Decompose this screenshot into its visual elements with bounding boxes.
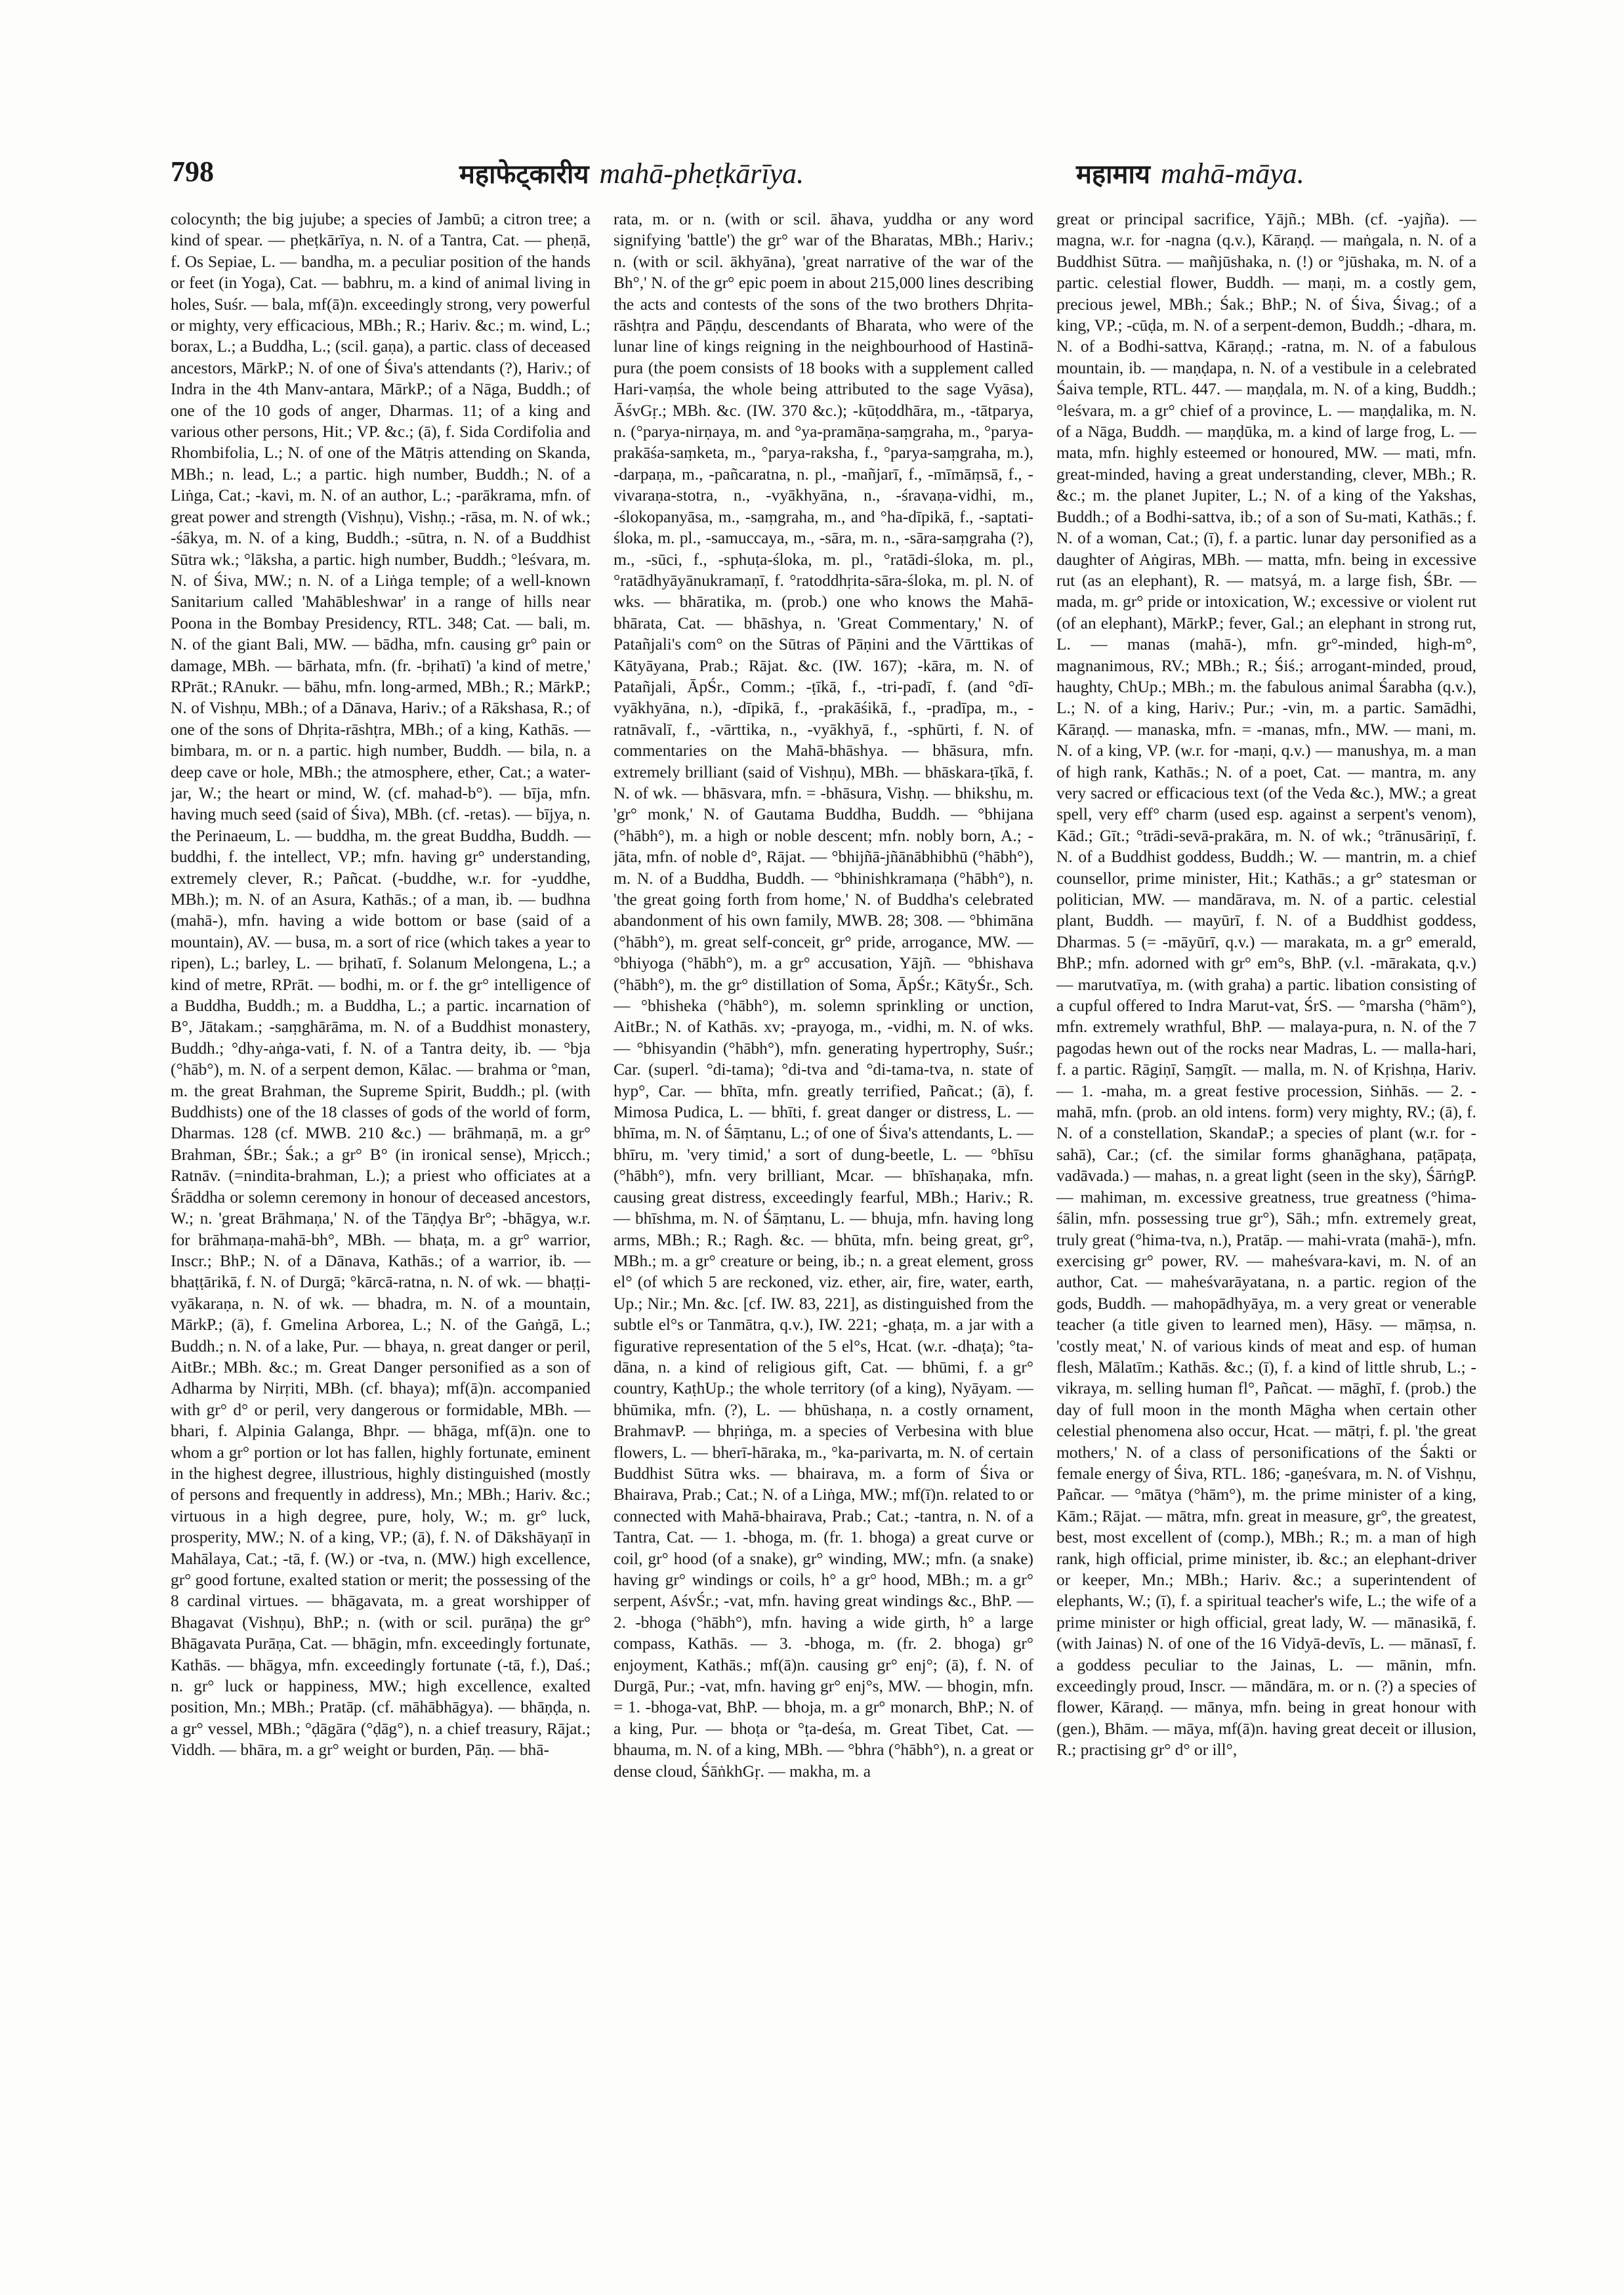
column-2-text: rata, m. or n. (with or scil. āhava, yuddha or any word signifying 'battle') the gr° war of the Bharatas, MBh.; Hariv.; n. (with or scil. ākhyāna), 'great narrative of the war of the Bh°,' N. of the gr° epic poem in about 215,000 lines describing the acts and contests of the sons of the two brothers Dhṛita-rāshṭra and Pāṇḍu, descendants of Bharata, who were of the lunar line of kings reigning in the neighbourhood of Hastinā-pura (the poem consists of 18 books with a supplement called Hari-vaṃśa, the whole being attributed to the sage Vyāsa), ĀśvGṛ.; MBh. &c. (IW. 370 &c.); -kūṭoddhāra, m., -tātparya, n. (°parya-nirṇaya, m. and °ya-pramāṇa-saṃgraha, m., °parya-prakāśa-saṃketa, m., °parya-raksha, f., °parya-saṃgraha, m.), -darpaṇa, m., -pañcaratna, n. pl., -mañjarī, f., -mīmāṃsā, f., -vivaraṇa-stotra, n., -vyākhyāna, n., -śravaṇa-vidhi, m., -ślokopanyāsa, m., -saṃgraha, m., and °ha-dīpikā, f., -saptati-śloka, m. pl., -samuccaya, m., -sāra, m. n., -sāra-saṃgraha (?), m., -sūci, f., -sphuṭa-śloka, m. pl., °ratādi-śloka, m. pl., °ratādhyāyānukramaṇī, f. °ratoddhṛita-sāra-śloka, m. pl. N. of wks. — bhāratika, m. (prob.) one who knows the Mahā-bhārata, Cat. — bhāshya, n. 'Great Commentary,' N. of Patañjali's com° on the Sūtras of Pāṇini and the Vārttikas of Kātyāyana, Prab.; Rājat. &c. (IW. 167); -kāra, m. N. of Patañjali, ĀpŚr., Comm.; -ṭīkā, f., -tri-padī, f. (and °dī-vyākhyāna, n.), -dīpikā, f., -prakāśikā, f., -pradīpa, m., -ratnāvalī, f., -vārttika, n., -vyākhyā, f., -sphūrti, f. N. of commentaries on the Mahā-bhāshya. — bhāsura, mfn. extremely brilliant (said of Vishṇu), MBh. — bhāskara-ṭīkā, f. N. of wk. — bhāsvara, mfn. = -bhāsura, Vishṇ. — bhikshu, m. 'gr° monk,' N. of Gautama Buddha, Buddh. — °bhijana (°hābh°), m. a high or noble descent; mfn. nobly born, A.; -jāta, mfn. of noble d°, Rājat. — °bhijñā-jñānābhibhū (°hābh°), m. N. of a Buddha, Buddh. — °bhinishkramaṇa (°hābh°), n. 'the great going forth from home,' N. of Buddha's celebrated abandonment of his own family, MWB. 28; 308. — °bhimāna (°hābh°), m. great self-conceit, gr° pride, arrogance, MW. — °bhiyoga (°hābh°), m. a gr° accusation, Yājñ. — °bhishava (°hābh°), m. the gr° distillation of Soma, ĀpŚr.; KātyŚr., Sch. — °bhisheka (°hābh°), m. solemn sprinkling or unction, AitBr.; N. of Kathās. xv; -prayoga, m., -vidhi, m. N. of wks. — °bhisyandin (°hābh°), mfn. generating hypertrophy, Suśr.; Car. (superl. °di-tama); °di-tva and °di-tama-tva, n. state of hyp°, Car. — bhīta, mfn. greatly terrified, Pañcat.; (ā), f. Mimosa Pudica, L. — bhīti, f. great danger or distress, L. — bhīma, m. N. of Śāṃtanu, L.; of one of Śiva's attendants, L. — bhīru, m. 'very timid,' a sort of dung-beetle, L. — °bhīsu (°hābh°), mfn. very brilliant, Mcar. — bhīshaṇaka, mfn. causing great distress, exceedingly fearful, MBh.; Hariv.; R. — bhīshma, m. N. of Śāṃtanu, L. — bhuja, mfn. having long arms, MBh.; R.; Ragh. &c. — bhūta, mfn. being great, gr°, MBh.; m. a gr° creature or being, ib.; n. a great element, gross el° (of which 5 are reckoned, viz. ether, air, fire, water, earth, Up.; Nir.; Mn. &c. [cf. IW. 83, 221], as distinguished from the subtle el°s or Tanmātra, q.v.), IW. 221; -ghaṭa, m. a jar with a figurative representation of the 5 el°s, Hcat. (w.r. -dhaṭa); °ta-dāna, n. a kind of religious gift, Cat. — bhūmi, f. a gr° country, KaṭhUp.; the whole territory (of a king), Nyāyam. — bhūmika, mfn. (?), L. — bhūshaṇa, n. a costly ornament, BrahmavP. — bhṛiṅga, m. a species of Verbesina with blue flowers, L. — bherī-hāraka, m., °ka-parivarta, m. N. of certain Buddhist Sūtra wks. — bhairava, m. a form of Śiva or Bhairava, Prab.; Cat.; N. of a Liṅga, MW.; mf(ī)n. related to or connected with Mahā-bhairava, Prab.; Cat.; -tantra, n. N. of a Tantra, Cat. — 1. -bhoga, m. (fr. 1. bhoga) a great curve or coil, gr° hood (of a snake), gr° winding, MW.; mfn. (a snake) having gr° windings or coils, h° a gr° hood, MBh.; m. a gr° serpent, AśvŚr.; -vat, mfn. having great windings &c., BhP. — 2. -bhoga (°hābh°), mfn. having a wide girth, h° a large compass, Kathās. — 3. -bhoga, m. (fr. 2. bhoga) gr° enjoyment, Kathās.; mf(ā)n. causing gr° enj°; (ā), f. N. of Durgā, Pur.; -vat, mfn. having gr° enj°s, MW. — bhogin, mfn. = 1. -bhoga-vat, BhP. — bhoja, m. a gr° monarch, BhP.; N. of a king, Pur. — bhoṭa or °ṭa-deśa, m. Great Tibet, Cat. — bhauma, m. N. of a king, MBh. — °bhra (°hābh°), n. a great or dense cloud, ŚāṅkhGṛ. — makha, m. a bbox=[614, 210, 1033, 1781]
column-1 bbox=[171, 209, 591, 2131]
running-header bbox=[171, 155, 1470, 194]
column-1-text: colocynth; the big jujube; a species of Jambū; a citron tree; a kind of spear. — pheṭkārīya, n. N. of a Tantra, Cat. — pheṇā, f. Os Sepiae, L. — bandha, m. a peculiar position of the hands or feet (in Yoga), Cat. — babhru, m. a kind of animal living in holes, Suśr. — bala, mf(ā)n. exceedingly strong, very powerful or mighty, very efficacious, MBh.; R.; Hariv. &c.; m. wind, L.; borax, L.; a Buddha, L.; (scil. gaṇa), a partic. class of deceased ancestors, MārkP.; N. of one of Śiva's attendants (?), Hariv.; of Indra in the 4th Manv-antara, MārkP.; of a Nāga, Buddh.; of one of the 10 gods of anger, Dharmas. 11; of a king and various other persons, Hit.; VP. &c.; (ā), f. Sida Cordifolia and Rhombifolia, L.; N. of one of the Mātṛis attending on Skanda, MBh.; n. lead, L.; a partic. high number, Buddh.; N. of a Liṅga, Cat.; -kavi, m. N. of an author, L.; -parākrama, mfn. of great power and strength (Vishṇu), Vishṇ.; -rāsa, m. N. of wk.; -śākya, m. N. of a king, Buddh.; -sūtra, n. N. of a Buddhist Sūtra wk.; °lāksha, a partic. high number, Buddh.; °leśvara, m. N. of Śiva, MW.; n. N. of a Liṅga temple; of a well-known Sanitarium called 'Mahābleshwar' in a range of hills near Poona in the Bombay Presidency, RTL. 348; Cat. — bali, m. N. of the giant Bali, MW. — bādha, mfn. causing gr° pain or damage, MBh. — bārhata, mfn. (fr. -bṛihatī) 'a kind of metre,' RPrāt.; RAnukr. — bāhu, mfn. long-armed, MBh.; R.; MārkP.; N. of Vishṇu, MBh.; of a Dānava, Hariv.; of a Rākshasa, R.; of one of the sons of Dhṛita-rāshṭra, MBh.; of a king, Kathās. — bimbara, m. or n. a partic. high number, Buddh. — bila, n. a deep cave or hole, MBh.; the atmosphere, ether, Cat.; a water-jar, W.; the heart or mind, W. (cf. mahad-b°). — bīja, mfn. having much seed (said of Śiva), MBh. (cf. -retas). — bījya, n. the Perinaeum, L. — buddha, m. the great Buddha, Buddh. — buddhi, f. the intellect, VP.; mfn. having gr° understanding, extremely clever, R.; Pañcat. (-buddhe, w.r. for -yuddhe, MBh.); m. N. of an Asura, Kathās.; of a man, ib. — budhna (mahā-), mfn. having a wide bottom or base (said of a mountain), AV. — busa, m. a sort of rice (which takes a year to ripen), L.; barley, L. — bṛihatī, f. Solanum Melongena, L.; a kind of metre, RPrāt. — bodhi, m. or f. the gr° intelligence of a Buddha, Buddh.; m. a Buddha, L.; a partic. incarnation of B°, Jātakam.; -saṃghārāma, m. N. of a Buddhist monastery, Buddh.; °dhy-aṅga-vati, f. N. of a Tantra deity, ib. — °bja (°hāb°), m. N. of a serpent demon, Kālac. — brahma or °man, m. the great Brahman, the Supreme Spirit, Buddh.; pl. (with Buddhists) one of the 18 classes of gods of the world of form, Dharmas. 128 (cf. MWB. 210 &c.) — brāhmaṇā, m. a gr° Brahman, ŚBr.; Śak.; a gr° B° (in ironical sense), Mṛicch.; Ratnāv. (=nindita-brahman, L.); a priest who officiates at a Śrāddha or solemn ceremony in honour of deceased ancestors, W.; n. 'great Brāhmaṇa,' N. of the Tāṇḍya Br°; -bhāgya, w.r. for brāhmaṇa-mahā-bh°, MBh. — bhaṭa, m. a gr° warrior, Inscr.; BhP.; N. of a Dānava, Kathās.; of a warrior, ib. — bhaṭṭārikā, f. N. of Durgā; °kārcā-ratna, n. N. of wk. — bhaṭṭi-vyākaraṇa, n. N. of wk. — bhadra, m. N. of a mountain, MārkP.; (ā), f. Gmelina Arborea, L.; N. of the Gaṅgā, L.; Buddh.; n. N. of a lake, Pur. — bhaya, n. great danger or peril, AitBr.; MBh. &c.; m. Great Danger personified as a son of Adharma by Nirṛiti, MBh. (cf. bhaya); mf(ā)n. accompanied with gr° d° or peril, very dangerous or formidable, MBh. — bhari, f. Alpinia Galanga, Bhpr. — bhāga, mf(ā)n. one to whom a gr° portion or lot has fallen, highly fortunate, eminent in the highest degree, illustrious, highly distinguished (mostly of persons and frequently in address), Mn.; MBh.; Hariv. &c.; virtuous in a high degree, pure, holy, W.; m. gr° luck, prosperity, MW.; N. of a king, VP.; (ā), f. N. of Dākshāyaṇī in Mahālaya, Cat.; -tā, f. (W.) or -tva, n. (MW.) high excellence, gr° good fortune, exalted station or merit; the possessing of the 8 cardinal virtues. — bhāgavata, m. a great worshipper of Bhagavat (Vishṇu), BhP.; n. (with or scil. purāṇa) the gr° Bhāgavata Purāṇa, Cat. — bhāgin, mfn. exceedingly fortunate, Kathās. — bhāgya, mfn. exceedingly fortunate (-tā, f.), Daś.; n. gr° luck or happiness, MW.; high excellence, exalted position, Mn.; MBh.; Pratāp. (cf. māhābhāgya). — bhāṇḍa, n. a gr° vessel, MBh.; °ḍāgāra (°ḍāg°), n. a chief treasury, Rājat.; Viddh. — bhāra, m. a gr° weight or burden, Pāṇ. — bhā- bbox=[171, 210, 591, 1760]
page-number: 798 bbox=[171, 155, 214, 188]
first-headword-transliteration: mahā-pheṭkārīya. bbox=[599, 157, 804, 190]
last-headword-transliteration: mahā-māya. bbox=[1161, 157, 1304, 190]
last-headword bbox=[1076, 155, 1304, 191]
column-3 bbox=[1056, 209, 1476, 2131]
text-columns bbox=[171, 209, 1476, 2131]
first-headword bbox=[459, 155, 804, 191]
column-2 bbox=[614, 209, 1033, 2131]
column-3-text: great or principal sacrifice, Yājñ.; MBh. (cf. -yajña). — magna, w.r. for -nagna (q.v.), Kāraṇḍ. — maṅgala, n. N. of a Buddhist Sūtra. — mañjūshaka, n. (!) or °jūshaka, m. N. of a partic. celestial flower, Buddh. — maṇi, m. a costly gem, precious jewel, MBh.; Śak.; BhP.; N. of Śiva, Śivag.; of a king, VP.; -cūḍa, m. N. of a serpent-demon, Buddh.; -dhara, m. N. of a Bodhi-sattva, Kāraṇḍ.; -ratna, m. N. of a fabulous mountain, ib. — maṇḍapa, n. N. of a vestibule in a celebrated Śaiva temple, RTL. 447. — maṇḍala, m. N. of a king, Buddh.; °leśvara, m. a gr° chief of a province, L. — maṇḍalika, m. N. of a Nāga, Buddh. — maṇḍūka, m. a kind of large frog, L. — mata, mfn. highly esteemed or honoured, MW. — mati, mfn. great-minded, having a great understanding, clever, MBh.; R. &c.; m. the planet Jupiter, L.; N. of a king of the Yakshas, Buddh.; of a Bodhi-sattva, ib.; of a son of Su-mati, Kathās.; f. N. of a woman, Cat.; (ī), f. a partic. lunar day personified as a daughter of Aṅgiras, MBh. — matta, mfn. being in excessive rut (as an elephant), R. — matsyá, m. a large fish, ŚBr. — mada, m. gr° pride or intoxication, W.; excessive or violent rut (of an elephant), MārkP.; fever, Gal.; an elephant in strong rut, L. — manas (mahā-), mfn. gr°-minded, high-m°, magnanimous, RV.; MBh.; R.; Śiś.; arrogant-minded, proud, haughty, ChUp.; MBh.; m. the fabulous animal Śarabha (q.v.), L.; N. of a king, Hariv.; Pur.; -vin, m. a partic. Samādhi, Kāraṇḍ. — manaska, mfn. = -manas, mfn., MW. — mani, m. N. of a king, VP. (w.r. for -maṇi, q.v.) — manushya, m. a man of high rank, Kathās.; N. of a poet, Cat. — mantra, m. any very sacred or efficacious text (of the Veda &c.), MW.; a great spell, very eff° charm (used esp. against a serpent's venom), Kād.; Gīt.; °trādi-sevā-prakāra, m. N. of wk.; °trānusāriṇī, f. N. of a Buddhist goddess, Buddh.; W. — mantrin, m. a chief counsellor, prime minister, Hit.; Kathās.; a gr° statesman or politician, MW. — mandārava, m. N. of a partic. celestial plant, Buddh. — mayūrī, f. N. of a Buddhist goddess, Dharmas. 5 (= -māyūrī, q.v.) — marakata, m. a gr° emerald, BhP.; mfn. adorned with gr° em°s, BhP. (v.l. -mārakata, q.v.) — marutvatīya, m. (with graha) a partic. libation consisting of a cupful offered to Indra Marut-vat, ŚrS. — °marsha (°hām°), mfn. extremely wrathful, BhP. — malaya-pura, n. N. of the 7 pagodas hewn out of the rocks near Madras, L. — malla-hari, f. a partic. Rāgiṇī, Saṃgīt. — malla, m. N. of Kṛishṇa, Hariv. — 1. -maha, m. a great festive procession, Siṅhās. — 2. -mahā, mfn. (prob. an old intens. form) very mighty, RV.; (ā), f. N. of a constellation, SkandaP.; a species of plant (w.r. for -sahā), Car.; (cf. the similar forms ghanāghana, paṭāpaṭa, vadāvada.) — mahas, n. a great light (seen in the sky), ŚārṅgP. — mahiman, m. excessive greatness, true greatness (°hima-śālin, mfn. possessing true gr°), Sāh.; mfn. extremely great, truly great (°hima-tva, n.), Pratāp. — mahi-vrata (mahā-), mfn. exercising gr° power, RV. — maheśvara-kavi, m. N. of an author, Cat. — maheśvarāyatana, n. a partic. region of the gods, Buddh. — mahopādhyāya, m. a very great or venerable teacher (a title given to learned men), Hāsy. — māṃsa, n. 'costly meat,' N. of various kinds of meat and esp. of human flesh, Mālatīm.; Kathās. &c.; (ī), f. a kind of little shrub, L.; -vikraya, m. selling human fl°, Pañcat. — māghī, f. (prob.) the day of full moon in the month Māgha when certain other celestial phenomena also occur, Hcat. — mātṛi, f. pl. 'the great mothers,' N. of a class of personifications of the Śakti or female energy of Śiva, RTL. 186; -gaṇeśvara, m. N. of Vishṇu, Pañcar. — °mātya (°hām°), m. the prime minister of a king, Kām.; Rājat. — mātra, mfn. great in measure, gr°, the greatest, best, most excellent of (comp.), MBh.; R.; m. a man of high rank, high official, prime minister, ib. &c.; an elephant-driver or keeper, Mn.; MBh.; Hariv. &c.; a superintendent of elephants, W.; (ī), f. a spiritual teacher's wife, L.; the wife of a prime minister or high official, great lady, W. — mānasikā, f. (with Jainas) N. of one of the 16 Vidyā-devīs, L. — mānasī, f. a goddess peculiar to the Jainas, L. — mānin, mfn. exceedingly proud, Inscr. — māndāra, m. or n. (?) a species of flower, Kāraṇḍ. — mānya, mfn. being in great honour with (gen.), Bhām. — māya, mf(ā)n. having great deceit or illusion, R.; practising gr° d° or ill°, bbox=[1056, 210, 1476, 1760]
first-headword-devanagari: महाफेट्कारीय bbox=[459, 159, 589, 190]
last-headword-devanagari: महामाय bbox=[1076, 159, 1150, 190]
